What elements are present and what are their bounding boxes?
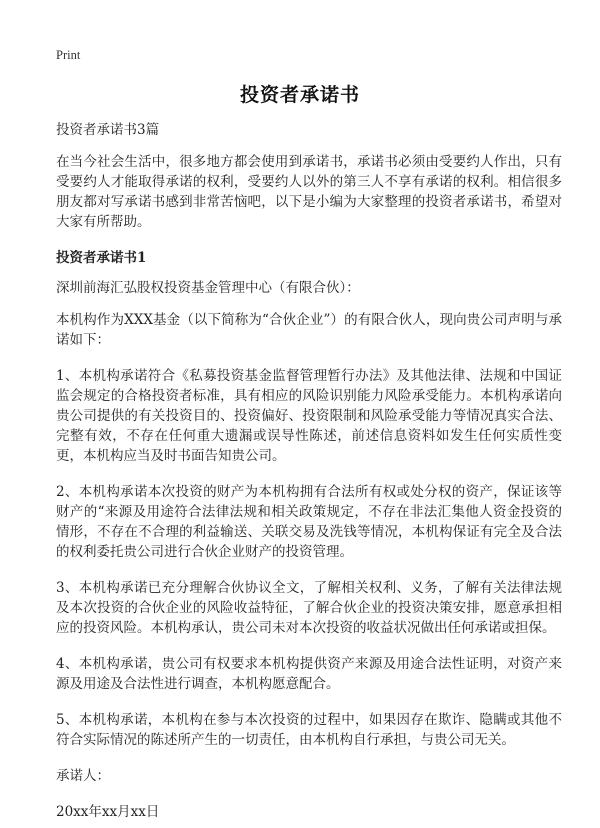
clause-4: 4、本机构承诺，贵公司有权要求本机构提供资产来源及用途合法性证明，对资产来源及用途及合法性进行调查，本机构愿意配合。 [56, 656, 562, 692]
clause-3: 3、本机构承诺已充分理解合伙协议全文，了解相关权利、义务，了解有关法律法规及本次投资的合伙企业的风险收益特征，了解合伙企业的投资决策安排，愿意承担相应的投资风险。本机构承认，贵公司未对本次投资的收益状况做出任何承诺或担保。 [56, 580, 562, 636]
document-title: 投资者承诺书 [239, 84, 360, 106]
opening-paragraph: 本机构作为XXX基金（以下简称为“合伙企业”）的有限合伙人，现向贵公司声明与承诺如下： [56, 312, 562, 348]
date-line: 20xx年xx月xx日 [56, 804, 160, 820]
recipient-line: 深圳前海汇弘股权投资基金管理中心（有限合伙）： [56, 280, 360, 296]
clause-5: 5、本机构承诺，本机构在参与本次投资的过程中，如果因存在欺诈、隐瞒或其他不符合实际情况的陈述所产生的一切责任，由本机构自行承担，与贵公司无关。 [56, 712, 562, 748]
clause-2: 2、本机构承诺本次投资的财产为本机构拥有合法所有权或处分权的资产，保证该等财产的“来源及用途符合法律法规和相关政策规定，不存在非法汇集他人资金投资的情形，不存在不合理的利益输送、关联交易及洗钱等情况，本机构保证有完全及合法的权利委托贵公司进行合伙企业财产的投资管理。 [56, 484, 562, 560]
section-heading: 投资者承诺书1 [56, 250, 147, 266]
intro-paragraph: 在当今社会生活中，很多地方都会使用到承诺书，承诺书必须由受要约人作出，只有受要约人才能取得承诺的权利，受要约人以外的第三人不享有承诺的权利。相信很多朋友都对写承诺书感到非常苦恼吧，以下是小编为大家整理的投资者承诺书，希望对大家有所帮助。 [56, 154, 562, 230]
signature-label: 承诺人： [56, 768, 110, 784]
document-subtitle: 投资者承诺书3篇 [56, 122, 160, 138]
print-label[interactable]: Print [56, 48, 81, 62]
document-body [56, 120, 562, 828]
clause-1: 1、本机构承诺符合《私募投资基金监督管理暂行办法》及其他法律、法规和中国证监会规定的合格投资者标准，具有相应的风险识别能力风险承受能力。本机构承诺向贵公司提供的有关投资目的、投资偏好、投资限制和风险承受能力等情况真实合法、完整有效，不存在任何重大遗漏或误导性陈述，前述信息资料如发生任何实质性变更，本机构应当及时书面告知贵公司。 [56, 368, 562, 464]
